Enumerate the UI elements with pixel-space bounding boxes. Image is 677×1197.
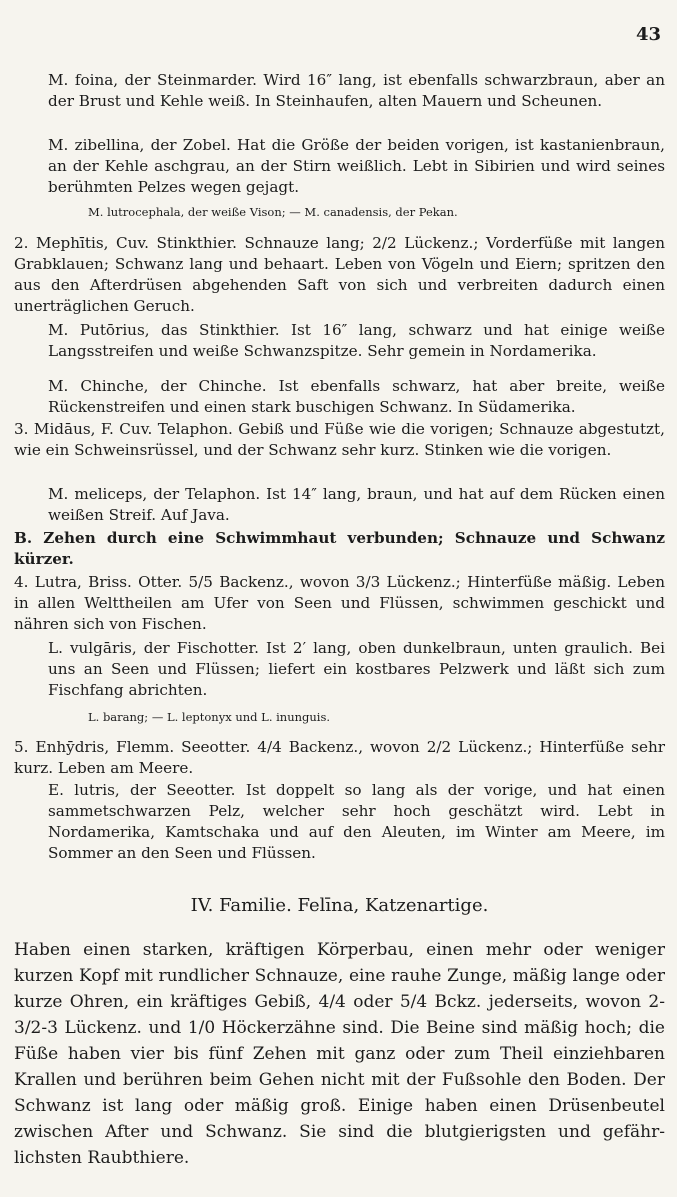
entry-lutra-vulgaris: L. vulgāris, der Fischotter. Ist 2′ lang, oben dunkelbraun, unten graulich. Bei uns an Seen und Flüssen; liefert ein kostbares Pelzwerk und läßt sich zum Fischfang abrichten. — [48, 639, 665, 699]
subgroup-b-heading: B. Zehen durch eine Schwimmhaut verbunden; Schnauze und Schwanz kürzer. — [14, 529, 665, 568]
entry-mephitis-putorius: M. Putōrius, das Stinkthier. Ist 16″ lang, schwarz und hat einige weiße Langsstreifen und weiße Schwanzspitze. Sehr gemein in Nordamerika. — [48, 321, 665, 360]
page-number: 43 — [635, 24, 661, 45]
genus-midaus: 3. Midāus, F. Cuv. Telaphon. Gebiß und Füße wie die vorigen; Schnauze abgestutzt, wie ein Schweinsrüssel, und der Schwanz sehr kurz. Stinken wie die vorigen. — [14, 420, 665, 459]
entry-martes-zibellina: M. zibellina, der Zobel. Hat die Größe der beiden vorigen, ist kastanienbraun, an der Kehle aschgrau, an der Stirn weißlich. Lebt in Sibirien und wird seines berühmten Pelzes wegen gejagt. — [48, 136, 665, 196]
family-heading-felina: IV. Familie. Felīna, Katzenartige. — [190, 895, 489, 916]
family-felina-description: Haben einen starken, kräftigen Körperbau, einen mehr oder weniger kurzen Kopf mit rundlicher Schnauze, eine rauhe Zunge, mäßig lange oder kurze Ohren, ein kräftiges Gebiß, 4/4 oder 5/4 Bckz. jederseits, wovon 2-3/2-3 Lückenz. und 1/0 Höckerzähne sind. Die Beine sind mäßig hoch; die Füße haben vier bis fünf Zehen mit ganz oder zum Theil einziehbaren Krallen und berühren beim Gehen nicht mit der Fußsohle den Boden. Der Schwanz ist lang oder mäßig groß. Einige haben einen Drüsenbeutel zwischen After und Schwanz. Sie sind die blutgierigsten und gefährlichsten Raubthiere. — [14, 940, 665, 1168]
entry-mephitis-chinche: M. Chinche, der Chinche. Ist ebenfalls schwarz, hat aber breite, weiße Rückenstreifen und einen stark buschigen Schwanz. In Südamerika. — [48, 377, 665, 416]
entry-midaus-meliceps: M. meliceps, der Telaphon. Ist 14″ lang, braun, und hat auf dem Rücken einen weißen Streif. Auf Java. — [48, 485, 665, 524]
genus-mephitis: 2. Mephītis, Cuv. Stinkthier. Schnauze lang; 2/2 Lückenz.; Vorderfüße mit langen Grabklauen; Schwanz lang und behaart. Leben von Vögeln und Eiern; spritzen den aus den Afterdrüsen abgehenden Saft von sich und verbreiten dadurch einen unerträglichen Geruch. — [14, 234, 665, 315]
entry-martes-foina: M. foina, der Steinmarder. Wird 16″ lang, ist ebenfalls schwarzbraun, aber an der Brust und Kehle weiß. In Steinhaufen, alten Mauern und Scheunen. — [48, 71, 665, 110]
genus-enhydris: 5. Enhȳdris, Flemm. Seeotter. 4/4 Backenz., wovon 2/2 Lückenz.; Hinterfüße sehr kurz. Leben am Meere. — [14, 738, 665, 777]
entry-enhydris-lutris: E. lutris, der Seeotter. Ist doppelt so lang als der vorige, und hat einen sammetschwarzen Pelz, welcher sehr hoch geschätzt wird. Lebt in Nordamerika, Kamtschaka und auf den Aleuten, im Winter am Meere, im Sommer an den Seen und Flüssen. — [48, 781, 665, 862]
genus-lutra: 4. Lutra, Briss. Otter. 5/5 Backenz., wovon 3/3 Lückenz.; Hinterfüße mäßig. Leben in allen Welttheilen am Ufer von Seen und Flüssen, schwimmen geschickt und nähren sich von Fischen. — [14, 573, 665, 633]
note-other-otters: L. barang; — L. leptonyx und L. inunguis. — [88, 710, 331, 724]
note-other-martens: M. lutrocephala, der weiße Vison; — M. canadensis, der Pekan. — [88, 205, 458, 219]
